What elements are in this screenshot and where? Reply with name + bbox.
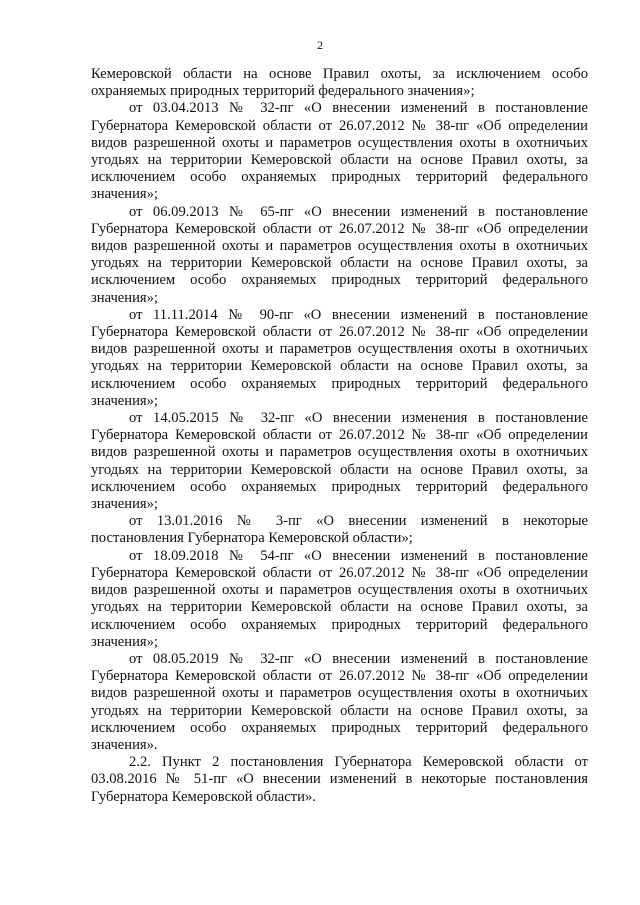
- page-number: 2: [317, 38, 323, 52]
- paragraph-amendment-2013-04-03: от 03.04.2013 № 32-пг «О внесении изменений в постановление Губернатора Кемеровской области от 26.07.2012 № 38-пг «Об определении видов разрешенной охоты и параметров осуществления охоты в охотничьих угодьях на территории Кемеровской области на основе Правил охоты, за исключением особо охраняемых природных территорий федерального значения»;: [91, 100, 588, 203]
- paragraph-amendment-2016-01-13: от 13.01.2016 № 3-пг «О внесении изменений в некоторые постановления Губернатора Кемеровской области»;: [91, 513, 588, 547]
- paragraph-amendment-2014-11-11: от 11.11.2014 № 90-пг «О внесении изменений в постановление Губернатора Кемеровской области от 26.07.2012 № 38-пг «Об определении видов разрешенной охоты и параметров осуществления охоты в охотничьих угодьях на территории Кемеровской области на основе Правил охоты, за исключением особо охраняемых природных территорий федерального значения»;: [91, 306, 588, 409]
- paragraph-section-2-2: 2.2. Пункт 2 постановления Губернатора Кемеровской области от 03.08.2016 № 51-пг «О внесении изменений в некоторые постановления Губернатора Кемеровской области».: [91, 754, 588, 805]
- document-body: [91, 66, 588, 806]
- paragraph-amendment-2018-09-18: от 18.09.2018 № 54-пг «О внесении изменений в постановление Губернатора Кемеровской области от 26.07.2012 № 38-пг «Об определении видов разрешенной охоты и параметров осуществления охоты в охотничьих угодьях на территории Кемеровской области на основе Правил охоты, за исключением особо охраняемых природных территорий федерального значения»;: [91, 547, 588, 650]
- paragraph-amendment-2019-05-08: от 08.05.2019 № 32-пг «О внесении изменений в постановление Губернатора Кемеровской области от 26.07.2012 № 38-пг «Об определении видов разрешенной охоты и параметров осуществления охоты в охотничьих угодьях на территории Кемеровской области на основе Правил охоты, за исключением особо охраняемых природных территорий федерального значения».: [91, 650, 588, 753]
- paragraph-continuation: Кемеровской области на основе Правил охоты, за исключением особо охраняемых природных территорий федерального значения»;: [91, 66, 588, 100]
- paragraph-amendment-2013-09-06: от 06.09.2013 № 65-пг «О внесении изменений в постановление Губернатора Кемеровской области от 26.07.2012 № 38-пг «Об определении видов разрешенной охоты и параметров осуществления охоты в охотничьих угодьях на территории Кемеровской области на основе Правил охоты, за исключением особо охраняемых природных территорий федерального значения»;: [91, 203, 588, 306]
- paragraph-amendment-2015-05-14: от 14.05.2015 № 32-пг «О внесении изменения в постановление Губернатора Кемеровской области от 26.07.2012 № 38-пг «Об определении видов разрешенной охоты и параметров осуществления охоты в охотничьих угодьях на территории Кемеровской области на основе Правил охоты, за исключением особо охраняемых природных территорий федерального значения»;: [91, 410, 588, 513]
